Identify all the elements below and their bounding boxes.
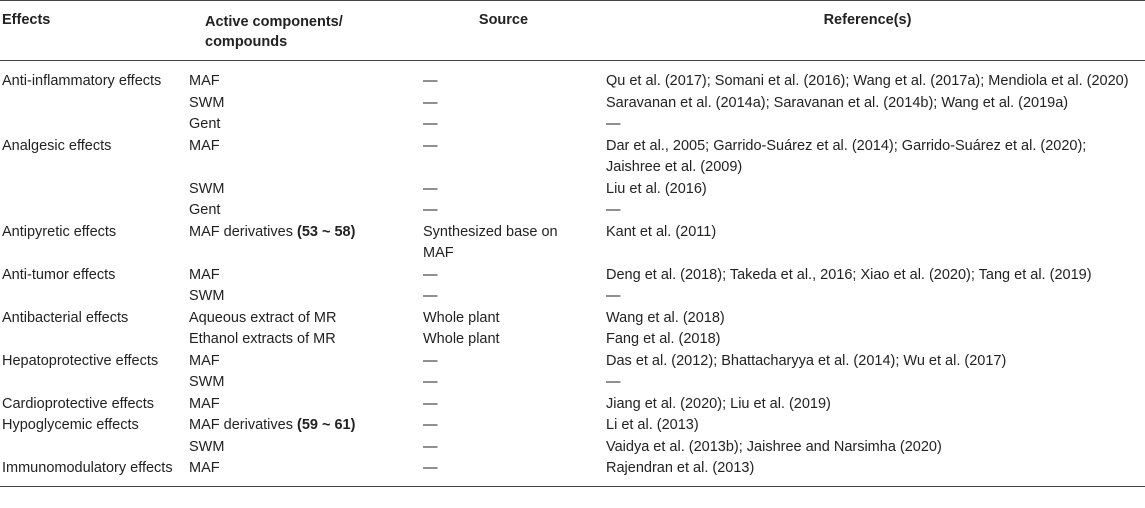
cell-reference: Vaidya et al. (2013b); Jaishree and Narsimha (2020) bbox=[606, 438, 942, 455]
cell-effect bbox=[0, 200, 176, 222]
table-row bbox=[0, 286, 1145, 308]
table-row bbox=[0, 329, 1145, 351]
cell-component bbox=[176, 179, 417, 201]
header-effects: Effects bbox=[0, 1, 176, 61]
table-row bbox=[0, 114, 1145, 136]
cell-effect: Antibacterial effects bbox=[2, 309, 129, 326]
cell-reference: Deng et al. (2018); Takeda et al., 2016; Xiao et al. (2020); Tang et al. (2019) bbox=[606, 266, 1092, 283]
component-name: Aqueous extract of MR bbox=[189, 309, 337, 326]
table-row bbox=[0, 265, 1145, 287]
cell-source: — bbox=[423, 438, 438, 455]
cell-source: — bbox=[423, 417, 438, 433]
table-row bbox=[0, 394, 1145, 416]
cell-reference: Fang et al. (2018) bbox=[606, 331, 721, 347]
cell-source: — bbox=[423, 137, 438, 154]
table-body bbox=[0, 61, 1145, 487]
table-row bbox=[0, 415, 1145, 437]
cell-component bbox=[176, 351, 417, 373]
cell-effect: Immunomodulatory effects bbox=[0, 458, 176, 486]
cell-effect bbox=[0, 93, 176, 115]
cell-source: Whole plant bbox=[423, 309, 500, 326]
component-name: MAF derivatives bbox=[189, 223, 297, 240]
table-row bbox=[0, 179, 1145, 201]
cell-component bbox=[176, 136, 417, 179]
cell-source: — bbox=[423, 266, 438, 283]
cell-source: — bbox=[423, 374, 438, 390]
component-name: SWM bbox=[189, 374, 225, 390]
cell-effect bbox=[0, 437, 176, 459]
cell-component bbox=[176, 114, 417, 136]
cell-reference: — bbox=[606, 202, 621, 218]
component-name: Gent bbox=[189, 202, 221, 218]
component-name: SWM bbox=[189, 94, 225, 111]
header-source: Source bbox=[417, 1, 590, 61]
table-row bbox=[0, 351, 1145, 373]
table-row bbox=[0, 222, 1145, 265]
cell-effect bbox=[0, 286, 176, 308]
table-row bbox=[0, 61, 1145, 93]
cell-source: — bbox=[423, 73, 438, 89]
cell-reference: Dar et al., 2005; Garrido-Suárez et al. (2014); Garrido-Suárez et al. (2020); Jaishree et al. (2009) bbox=[606, 137, 1087, 175]
cell-source: — bbox=[423, 116, 438, 132]
cell-reference: Kant et al. (2011) bbox=[606, 223, 717, 240]
cell-component bbox=[176, 61, 417, 93]
component-name: MAF derivatives bbox=[189, 417, 297, 433]
cell-component bbox=[176, 329, 417, 351]
component-name: SWM bbox=[189, 438, 225, 455]
cell-reference: — bbox=[606, 116, 621, 132]
component-name: SWM bbox=[189, 288, 225, 304]
cell-effect bbox=[0, 179, 176, 201]
cell-effect: Anti-tumor effects bbox=[2, 266, 116, 283]
cell-reference: Jiang et al. (2020); Liu et al. (2019) bbox=[606, 395, 831, 412]
cell-reference: — bbox=[606, 288, 621, 304]
cell-component bbox=[176, 93, 417, 115]
component-name: MAF bbox=[189, 352, 220, 369]
table-row bbox=[0, 136, 1145, 179]
cell-component bbox=[176, 308, 417, 330]
cell-source: — bbox=[423, 94, 438, 111]
table-row bbox=[0, 200, 1145, 222]
cell-reference: Qu et al. (2017); Somani et al. (2016); Wang et al. (2017a); Mendiola et al. (2020) bbox=[606, 73, 1129, 89]
header-active-components bbox=[176, 1, 417, 61]
component-name: Gent bbox=[189, 116, 221, 132]
component-name: MAF bbox=[189, 395, 220, 412]
cell-source: Synthesized base on MAF bbox=[423, 223, 558, 261]
cell-effect: Analgesic effects bbox=[2, 137, 112, 154]
cell-effect bbox=[0, 114, 176, 136]
cell-component bbox=[176, 394, 417, 416]
header-active-components-line1: Active components/ bbox=[205, 14, 343, 30]
cell-effect: Anti-inflammatory effects bbox=[2, 73, 162, 89]
component-name: Ethanol extracts of MR bbox=[189, 331, 336, 347]
cell-component bbox=[176, 222, 417, 265]
cell-reference: — bbox=[606, 374, 621, 390]
table-row bbox=[0, 308, 1145, 330]
cell-component bbox=[176, 437, 417, 459]
table-row bbox=[0, 458, 1145, 486]
component-name: SWM bbox=[189, 180, 225, 197]
cell-effect bbox=[0, 372, 176, 394]
cell-component bbox=[176, 286, 417, 308]
cell-source: — bbox=[423, 395, 438, 412]
cell-effect bbox=[0, 329, 176, 351]
header-active-components-line2: compounds bbox=[205, 34, 288, 50]
cell-source: — bbox=[417, 458, 590, 486]
cell-component bbox=[176, 372, 417, 394]
compound-numbers: (53 ~ 58) bbox=[296, 223, 356, 240]
header-references: Reference(s) bbox=[590, 1, 1145, 61]
cell-component bbox=[176, 265, 417, 287]
table-row bbox=[0, 372, 1145, 394]
cell-source: — bbox=[423, 288, 438, 304]
table-header bbox=[0, 1, 1145, 61]
component-name: MAF bbox=[189, 460, 220, 476]
cell-effect: Hepatoprotective effects bbox=[2, 352, 159, 369]
cell-effect: Cardioprotective effects bbox=[2, 395, 155, 412]
component-name: MAF bbox=[189, 73, 220, 89]
cell-source: — bbox=[423, 352, 438, 369]
component-name: MAF bbox=[189, 137, 220, 154]
cell-reference: Das et al. (2012); Bhattacharyya et al. (2014); Wu et al. (2017) bbox=[606, 352, 1007, 369]
component-name: MAF bbox=[189, 266, 220, 283]
cell-effect: Hypoglycemic effects bbox=[2, 417, 139, 433]
cell-reference: Wang et al. (2018) bbox=[606, 309, 725, 326]
cell-reference: Rajendran et al. (2013) bbox=[590, 458, 1145, 486]
cell-effect: Antipyretic effects bbox=[2, 223, 117, 240]
cell-component bbox=[176, 415, 417, 437]
cell-reference: Li et al. (2013) bbox=[606, 417, 699, 433]
header-row bbox=[0, 1, 1145, 61]
cell-component bbox=[176, 458, 417, 486]
cell-source: — bbox=[423, 180, 438, 197]
cell-source: Whole plant bbox=[423, 331, 500, 347]
cell-reference: Saravanan et al. (2014a); Saravanan et al. (2014b); Wang et al. (2019a) bbox=[606, 94, 1069, 111]
table-row bbox=[0, 437, 1145, 459]
cell-component bbox=[176, 200, 417, 222]
cell-reference: Liu et al. (2016) bbox=[606, 180, 707, 197]
compound-numbers: (59 ~ 61) bbox=[296, 417, 356, 433]
table-row bbox=[0, 93, 1145, 115]
cell-source: — bbox=[423, 202, 438, 218]
